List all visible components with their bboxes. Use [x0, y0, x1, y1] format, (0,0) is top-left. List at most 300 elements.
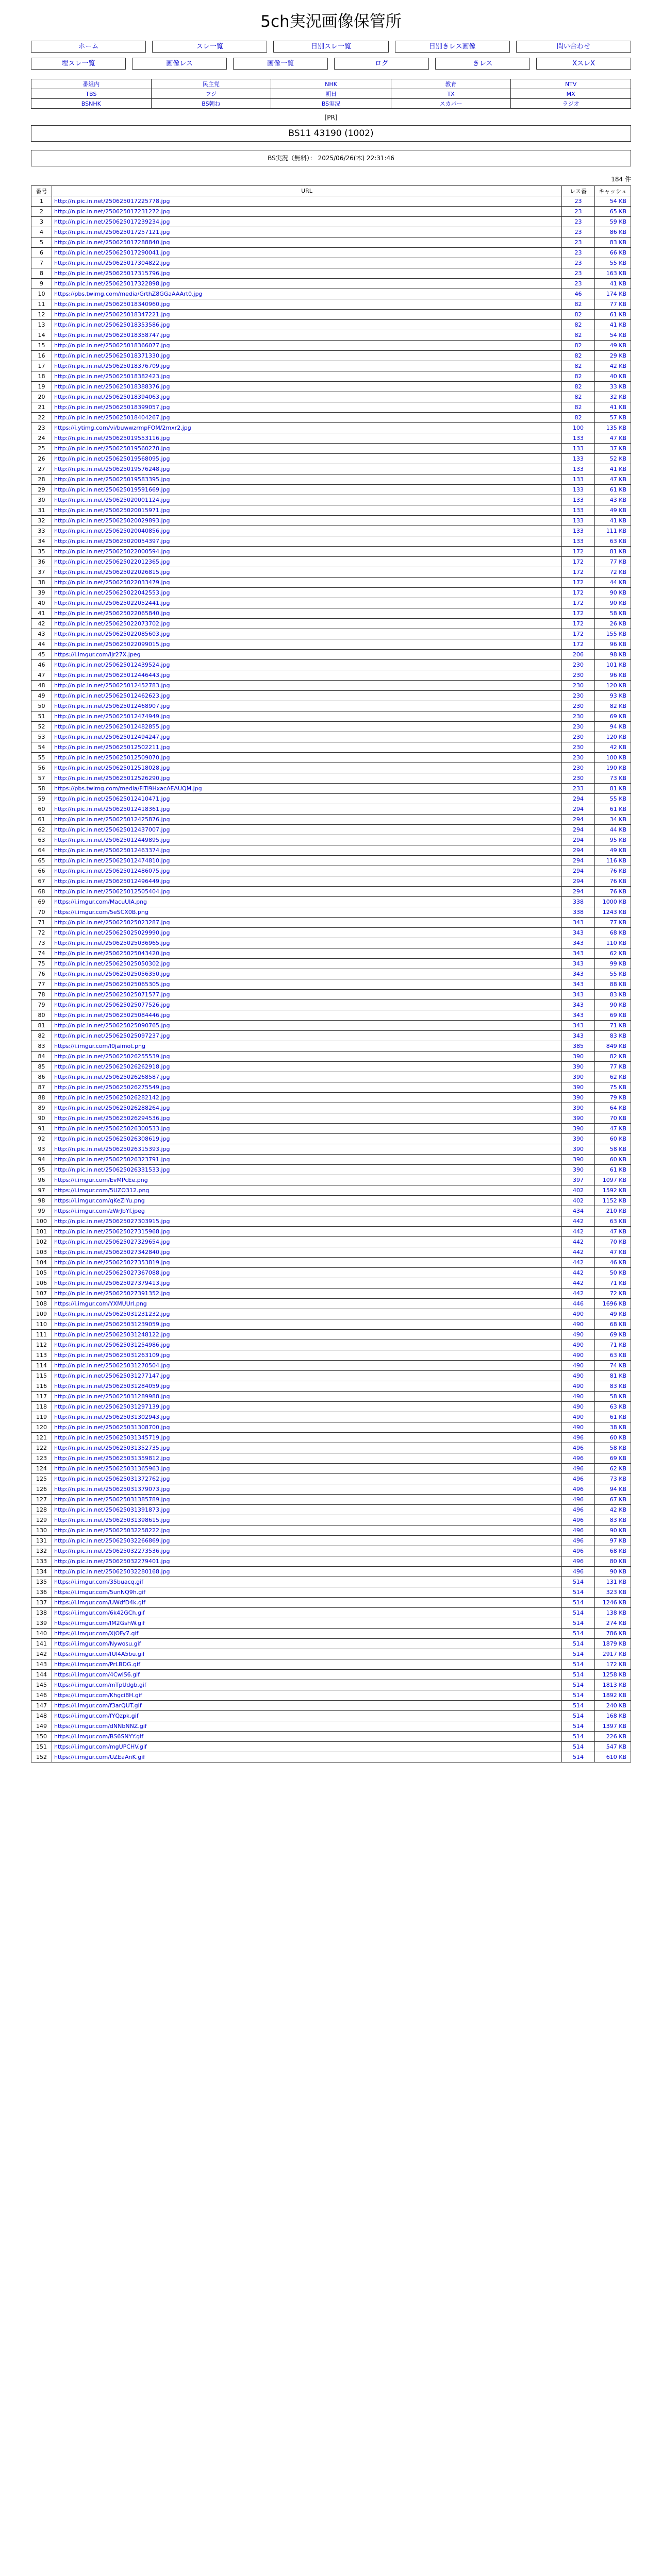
cache-link[interactable]: 63 KB — [609, 1352, 626, 1359]
cache-link[interactable]: 66 KB — [609, 249, 626, 257]
res-link[interactable]: 490 — [573, 1372, 584, 1380]
board-link[interactable]: NTV — [565, 80, 577, 88]
res-link[interactable]: 496 — [573, 1486, 584, 1493]
res-link[interactable]: 23 — [574, 280, 582, 287]
cache-link[interactable]: 68 KB — [609, 1321, 626, 1328]
res-link[interactable]: 514 — [573, 1640, 584, 1648]
cache-link[interactable]: 610 KB — [606, 1754, 626, 1761]
res-link[interactable]: 82 — [574, 352, 582, 360]
nav-home[interactable]: ホーム — [31, 41, 146, 53]
image-url-link[interactable]: http://n.pic.in.net/250625025071577.jpg — [54, 991, 170, 998]
res-link[interactable]: 496 — [573, 1455, 584, 1462]
cache-link[interactable]: 72 KB — [609, 1290, 626, 1297]
image-url-link[interactable]: http://n.pic.in.net/250625022052441.jpg — [54, 600, 170, 607]
image-url-link[interactable]: https://i.imgur.com/mgUPCHV.gif — [54, 1743, 147, 1751]
cache-link[interactable]: 110 KB — [606, 940, 626, 947]
cache-link[interactable]: 55 KB — [609, 971, 626, 978]
res-link[interactable]: 442 — [573, 1218, 584, 1225]
res-link[interactable]: 514 — [573, 1599, 584, 1606]
res-link[interactable]: 442 — [573, 1290, 584, 1297]
res-link[interactable]: 390 — [573, 1156, 584, 1163]
image-url-link[interactable]: http://n.pic.in.net/250625031385789.jpg — [54, 1496, 170, 1503]
image-url-link[interactable]: http://n.pic.in.net/250625020029893.jpg — [54, 517, 170, 524]
cache-link[interactable]: 69 KB — [609, 1455, 626, 1462]
cache-link[interactable]: 88 KB — [609, 981, 626, 988]
res-link[interactable]: 496 — [573, 1548, 584, 1555]
nav-thread-list[interactable]: スレ一覧 — [152, 41, 267, 53]
image-url-link[interactable]: https://i.imgur.com/5UZO312.png — [54, 1187, 150, 1194]
nav-image-res[interactable]: 画像レス — [132, 58, 227, 70]
cache-link[interactable]: 63 KB — [609, 1218, 626, 1225]
cache-link[interactable]: 37 KB — [609, 445, 626, 452]
image-url-link[interactable]: http://n.pic.in.net/250625017225778.jpg — [54, 198, 170, 205]
cache-link[interactable]: 96 KB — [609, 641, 626, 648]
image-url-link[interactable]: http://n.pic.in.net/250625032266869.jpg — [54, 1537, 170, 1545]
image-url-link[interactable]: http://n.pic.in.net/250625012439524.jpg — [54, 662, 170, 669]
res-link[interactable]: 496 — [573, 1537, 584, 1545]
res-link[interactable]: 496 — [573, 1465, 584, 1472]
board-link[interactable]: スカパー — [439, 100, 462, 108]
cache-link[interactable]: 131 KB — [606, 1579, 626, 1586]
cache-link[interactable]: 83 KB — [609, 1032, 626, 1040]
res-link[interactable]: 133 — [573, 476, 584, 483]
image-url-link[interactable]: http://n.pic.in.net/250625018394063.jpg — [54, 394, 170, 401]
res-link[interactable]: 230 — [573, 703, 584, 710]
nav-image-list[interactable]: 画像一覧 — [233, 58, 328, 70]
res-link[interactable]: 230 — [573, 744, 584, 751]
cache-link[interactable]: 101 KB — [606, 662, 626, 669]
image-url-link[interactable]: http://n.pic.in.net/250625012474949.jpg — [54, 713, 170, 720]
cache-link[interactable]: 68 KB — [609, 929, 626, 937]
cache-link[interactable]: 42 KB — [609, 744, 626, 751]
res-link[interactable]: 230 — [573, 765, 584, 772]
image-url-link[interactable]: http://n.pic.in.net/250625019583395.jpg — [54, 476, 170, 483]
cache-link[interactable]: 61 KB — [609, 806, 626, 813]
cache-link[interactable]: 42 KB — [609, 1506, 626, 1514]
cache-link[interactable]: 120 KB — [606, 682, 626, 689]
cache-link[interactable]: 163 KB — [606, 270, 626, 277]
cache-link[interactable]: 58 KB — [609, 1445, 626, 1452]
res-link[interactable]: 442 — [573, 1269, 584, 1277]
res-link[interactable]: 230 — [573, 672, 584, 679]
res-link[interactable]: 490 — [573, 1414, 584, 1421]
res-link[interactable]: 172 — [573, 600, 584, 607]
image-url-link[interactable]: https://i.imgur.com/dNNbNNZ.gif — [54, 1723, 147, 1730]
image-url-link[interactable]: http://n.pic.in.net/250625022026815.jpg — [54, 569, 170, 576]
res-link[interactable]: 490 — [573, 1321, 584, 1328]
cache-link[interactable]: 33 KB — [609, 383, 626, 391]
image-url-link[interactable]: https://pbs.twimg.com/media/GrthZ8GGaAAArt0.jpg — [54, 291, 203, 298]
res-link[interactable]: 390 — [573, 1084, 584, 1091]
image-url-link[interactable]: http://n.pic.in.net/250625018388376.jpg — [54, 383, 170, 391]
cache-link[interactable]: 274 KB — [606, 1620, 626, 1627]
res-link[interactable]: 82 — [574, 332, 582, 339]
res-link[interactable]: 294 — [573, 857, 584, 865]
image-url-link[interactable]: http://n.pic.in.net/250625025043420.jpg — [54, 950, 170, 957]
board-link[interactable]: BS朝ね — [202, 100, 221, 108]
cache-link[interactable]: 29 KB — [609, 352, 626, 360]
res-link[interactable]: 82 — [574, 373, 582, 380]
image-url-link[interactable]: https://i.imgur.com/fYQzpk.gif — [54, 1713, 139, 1720]
res-link[interactable]: 514 — [573, 1630, 584, 1637]
image-url-link[interactable]: http://n.pic.in.net/250625031289988.jpg — [54, 1393, 170, 1400]
cache-link[interactable]: 786 KB — [606, 1630, 626, 1637]
res-link[interactable]: 172 — [573, 631, 584, 638]
res-link[interactable]: 397 — [573, 1177, 584, 1184]
cache-link[interactable]: 40 KB — [609, 373, 626, 380]
image-url-link[interactable]: http://n.pic.in.net/250625025056350.jpg — [54, 971, 170, 978]
image-url-link[interactable]: http://n.pic.in.net/250625012502211.jpg — [54, 744, 170, 751]
cache-link[interactable]: 83 KB — [609, 239, 626, 246]
cache-link[interactable]: 63 KB — [609, 1403, 626, 1411]
cache-link[interactable]: 60 KB — [609, 1434, 626, 1442]
image-url-link[interactable]: http://n.pic.in.net/250625019553116.jpg — [54, 435, 170, 442]
cache-link[interactable]: 1879 KB — [602, 1640, 626, 1648]
cache-link[interactable]: 1258 KB — [602, 1671, 626, 1679]
image-url-link[interactable]: http://n.pic.in.net/250625031352735.jpg — [54, 1445, 170, 1452]
res-link[interactable]: 172 — [573, 569, 584, 576]
cache-link[interactable]: 1592 KB — [602, 1187, 626, 1194]
res-link[interactable]: 442 — [573, 1280, 584, 1287]
cache-link[interactable]: 58 KB — [609, 610, 626, 617]
res-link[interactable]: 294 — [573, 826, 584, 834]
cache-link[interactable]: 69 KB — [609, 713, 626, 720]
image-url-link[interactable]: https://i.imgur.com/fUl4A5bu.gif — [54, 1651, 145, 1658]
board-link[interactable]: 朝日 — [325, 91, 337, 98]
res-link[interactable]: 496 — [573, 1445, 584, 1452]
image-url-link[interactable]: https://i.imgur.com/5eSCX0B.png — [54, 909, 148, 916]
board-link[interactable]: TX — [447, 90, 455, 97]
res-link[interactable]: 133 — [573, 486, 584, 494]
res-link[interactable]: 172 — [573, 589, 584, 597]
image-url-link[interactable]: http://n.pic.in.net/250625031379073.jpg — [54, 1486, 170, 1493]
cache-link[interactable]: 849 KB — [606, 1043, 626, 1050]
cache-link[interactable]: 77 KB — [609, 301, 626, 308]
cache-link[interactable]: 97 KB — [609, 1537, 626, 1545]
image-url-link[interactable]: https://i.imgur.com/Nywosu.gif — [54, 1640, 141, 1648]
res-link[interactable]: 496 — [573, 1476, 584, 1483]
cache-link[interactable]: 47 KB — [609, 435, 626, 442]
image-url-link[interactable]: https://i.imgur.com/MacuUlA.png — [54, 899, 147, 906]
res-link[interactable]: 230 — [573, 713, 584, 720]
res-link[interactable]: 23 — [574, 260, 582, 267]
res-link[interactable]: 230 — [573, 662, 584, 669]
res-link[interactable]: 490 — [573, 1383, 584, 1390]
cache-link[interactable]: 61 KB — [609, 1414, 626, 1421]
image-url-link[interactable]: http://n.pic.in.net/250625025084446.jpg — [54, 1012, 170, 1019]
res-link[interactable]: 343 — [573, 1002, 584, 1009]
res-link[interactable]: 514 — [573, 1702, 584, 1709]
cache-link[interactable]: 61 KB — [609, 486, 626, 494]
image-url-link[interactable]: http://n.pic.in.net/250625018366077.jpg — [54, 342, 170, 349]
cache-link[interactable]: 100 KB — [606, 754, 626, 761]
image-url-link[interactable]: http://n.pic.in.net/250625012509070.jpg — [54, 754, 170, 761]
res-link[interactable]: 82 — [574, 414, 582, 421]
cache-link[interactable]: 58 KB — [609, 1146, 626, 1153]
cache-link[interactable]: 55 KB — [609, 795, 626, 803]
image-url-link[interactable]: http://n.pic.in.net/250625012418361.jpg — [54, 806, 170, 813]
cache-link[interactable]: 76 KB — [609, 888, 626, 895]
res-link[interactable]: 390 — [573, 1166, 584, 1174]
cache-link[interactable]: 83 KB — [609, 991, 626, 998]
image-url-link[interactable]: http://n.pic.in.net/250625026300533.jpg — [54, 1125, 170, 1132]
res-link[interactable]: 230 — [573, 734, 584, 741]
image-url-link[interactable]: http://n.pic.in.net/250625019560278.jpg — [54, 445, 170, 452]
cache-link[interactable]: 72 KB — [609, 569, 626, 576]
res-link[interactable]: 446 — [573, 1300, 584, 1308]
cache-link[interactable]: 99 KB — [609, 960, 626, 968]
image-url-link[interactable]: https://i.imgur.com/35buacq.gif — [54, 1579, 144, 1586]
image-url-link[interactable]: http://n.pic.in.net/250625012526290.jpg — [54, 775, 170, 782]
res-link[interactable]: 172 — [573, 620, 584, 628]
nav-daily-thread-list[interactable]: 日別スレ一覧 — [273, 41, 388, 53]
image-url-link[interactable]: http://n.pic.in.net/250625031359812.jpg — [54, 1455, 170, 1462]
image-url-link[interactable]: https://i.imgur.com/YXMUUrl.png — [54, 1300, 147, 1308]
res-link[interactable]: 338 — [573, 909, 584, 916]
res-link[interactable]: 343 — [573, 1012, 584, 1019]
res-link[interactable]: 514 — [573, 1713, 584, 1720]
res-link[interactable]: 230 — [573, 775, 584, 782]
cache-link[interactable]: 57 KB — [609, 414, 626, 421]
image-url-link[interactable]: http://n.pic.in.net/250625031231232.jpg — [54, 1311, 170, 1318]
cache-link[interactable]: 1813 KB — [602, 1682, 626, 1689]
cache-link[interactable]: 41 KB — [609, 466, 626, 473]
board-link[interactable]: BSNHK — [81, 100, 101, 107]
cache-link[interactable]: 90 KB — [609, 1568, 626, 1575]
image-url-link[interactable]: http://n.pic.in.net/250625031284059.jpg — [54, 1383, 170, 1390]
res-link[interactable]: 294 — [573, 847, 584, 854]
image-url-link[interactable]: http://n.pic.in.net/250625025036965.jpg — [54, 940, 170, 947]
nav-archived-threads[interactable]: 埋スレ一覧 — [31, 58, 126, 70]
res-link[interactable]: 294 — [573, 806, 584, 813]
image-url-link[interactable]: http://n.pic.in.net/250625026275549.jpg — [54, 1084, 170, 1091]
image-url-link[interactable]: http://n.pic.in.net/250625012410471.jpg — [54, 795, 170, 803]
res-link[interactable]: 514 — [573, 1579, 584, 1586]
res-link[interactable]: 82 — [574, 301, 582, 308]
res-link[interactable]: 514 — [573, 1651, 584, 1658]
image-url-link[interactable]: http://n.pic.in.net/250625026282142.jpg — [54, 1094, 170, 1101]
cache-link[interactable]: 1152 KB — [602, 1197, 626, 1205]
cache-link[interactable]: 62 KB — [609, 1074, 626, 1081]
cache-link[interactable]: 50 KB — [609, 1269, 626, 1277]
cache-link[interactable]: 54 KB — [609, 198, 626, 205]
res-link[interactable]: 390 — [573, 1094, 584, 1101]
image-url-link[interactable]: http://n.pic.in.net/250625026255539.jpg — [54, 1053, 170, 1060]
cache-link[interactable]: 86 KB — [609, 229, 626, 236]
res-link[interactable]: 343 — [573, 981, 584, 988]
image-url-link[interactable]: http://n.pic.in.net/250625026308619.jpg — [54, 1136, 170, 1143]
image-url-link[interactable]: https://i.imgur.com/Khgci8H.gif — [54, 1692, 142, 1699]
image-url-link[interactable]: http://n.pic.in.net/250625031308700.jpg — [54, 1424, 170, 1431]
image-url-link[interactable]: https://i.imgur.com/EvMPcEe.png — [54, 1177, 148, 1184]
res-link[interactable]: 294 — [573, 868, 584, 875]
res-link[interactable]: 100 — [573, 425, 584, 432]
res-link[interactable]: 230 — [573, 754, 584, 761]
board-link[interactable]: MX — [566, 90, 575, 97]
image-url-link[interactable]: http://n.pic.in.net/250625022042553.jpg — [54, 589, 170, 597]
cache-link[interactable]: 73 KB — [609, 1476, 626, 1483]
image-url-link[interactable]: http://n.pic.in.net/250625031248122.jpg — [54, 1331, 170, 1338]
image-url-link[interactable]: http://n.pic.in.net/250625031345719.jpg — [54, 1434, 170, 1442]
image-url-link[interactable]: http://n.pic.in.net/250625022012365.jpg — [54, 558, 170, 566]
res-link[interactable]: 390 — [573, 1074, 584, 1081]
image-url-link[interactable]: http://n.pic.in.net/250625020001124.jpg — [54, 497, 170, 504]
image-url-link[interactable]: http://n.pic.in.net/250625020015971.jpg — [54, 507, 170, 514]
res-link[interactable]: 496 — [573, 1558, 584, 1565]
image-url-link[interactable]: http://n.pic.in.net/250625026262918.jpg — [54, 1063, 170, 1071]
cache-link[interactable]: 1000 KB — [602, 899, 626, 906]
res-link[interactable]: 133 — [573, 435, 584, 442]
image-url-link[interactable]: http://n.pic.in.net/250625025029990.jpg — [54, 929, 170, 937]
res-link[interactable]: 133 — [573, 445, 584, 452]
res-link[interactable]: 385 — [573, 1043, 584, 1050]
res-link[interactable]: 514 — [573, 1620, 584, 1627]
res-link[interactable]: 402 — [573, 1197, 584, 1205]
image-url-link[interactable]: http://n.pic.in.net/250625019576248.jpg — [54, 466, 170, 473]
cache-link[interactable]: 41 KB — [609, 280, 626, 287]
res-link[interactable]: 514 — [573, 1754, 584, 1761]
cache-link[interactable]: 52 KB — [609, 455, 626, 463]
cache-link[interactable]: 77 KB — [609, 1063, 626, 1071]
res-link[interactable]: 490 — [573, 1352, 584, 1359]
res-link[interactable]: 172 — [573, 548, 584, 555]
res-link[interactable]: 343 — [573, 960, 584, 968]
cache-link[interactable]: 77 KB — [609, 919, 626, 926]
cache-link[interactable]: 34 KB — [609, 816, 626, 823]
cache-link[interactable]: 2917 KB — [602, 1651, 626, 1658]
image-url-link[interactable]: http://n.pic.in.net/250625022099015.jpg — [54, 641, 170, 648]
res-link[interactable]: 82 — [574, 394, 582, 401]
image-url-link[interactable]: http://n.pic.in.net/250625031391873.jpg — [54, 1506, 170, 1514]
res-link[interactable]: 402 — [573, 1187, 584, 1194]
res-link[interactable]: 514 — [573, 1723, 584, 1730]
cache-link[interactable]: 68 KB — [609, 1548, 626, 1555]
image-url-link[interactable]: http://n.pic.in.net/250625032258222.jpg — [54, 1527, 170, 1534]
res-link[interactable]: 390 — [573, 1136, 584, 1143]
cache-link[interactable]: 59 KB — [609, 218, 626, 226]
res-link[interactable]: 294 — [573, 816, 584, 823]
cache-link[interactable]: 70 KB — [609, 1239, 626, 1246]
cache-link[interactable]: 1696 KB — [602, 1300, 626, 1308]
cache-link[interactable]: 70 KB — [609, 1115, 626, 1122]
res-link[interactable]: 230 — [573, 692, 584, 700]
res-link[interactable]: 133 — [573, 517, 584, 524]
res-link[interactable]: 133 — [573, 497, 584, 504]
image-url-link[interactable]: http://n.pic.in.net/250625012449895.jpg — [54, 837, 170, 844]
image-url-link[interactable]: http://n.pic.in.net/250625012463374.jpg — [54, 847, 170, 854]
image-url-link[interactable]: http://n.pic.in.net/250625012496449.jpg — [54, 878, 170, 885]
image-url-link[interactable]: http://n.pic.in.net/250625012505404.jpg — [54, 888, 170, 895]
cache-link[interactable]: 61 KB — [609, 311, 626, 318]
board-link[interactable]: フジ — [205, 91, 217, 98]
res-link[interactable]: 172 — [573, 558, 584, 566]
res-link[interactable]: 172 — [573, 579, 584, 586]
cache-link[interactable]: 47 KB — [609, 1125, 626, 1132]
image-url-link[interactable]: http://n.pic.in.net/250625026294536.jpg — [54, 1115, 170, 1122]
cache-link[interactable]: 49 KB — [609, 507, 626, 514]
image-url-link[interactable]: http://n.pic.in.net/250625012452783.jpg — [54, 682, 170, 689]
res-link[interactable]: 294 — [573, 795, 584, 803]
image-url-link[interactable]: http://n.pic.in.net/250625031263109.jpg — [54, 1352, 170, 1359]
res-link[interactable]: 490 — [573, 1393, 584, 1400]
res-link[interactable]: 23 — [574, 249, 582, 257]
cache-link[interactable]: 43 KB — [609, 497, 626, 504]
res-link[interactable]: 514 — [573, 1733, 584, 1740]
image-url-link[interactable]: http://n.pic.in.net/250625017322898.jpg — [54, 280, 170, 287]
res-link[interactable]: 442 — [573, 1259, 584, 1266]
res-link[interactable]: 490 — [573, 1424, 584, 1431]
image-url-link[interactable]: http://n.pic.in.net/250625027379413.jpg — [54, 1280, 170, 1287]
res-link[interactable]: 23 — [574, 208, 582, 215]
cache-link[interactable]: 1243 KB — [602, 909, 626, 916]
cache-link[interactable]: 90 KB — [609, 589, 626, 597]
nav-daily-images[interactable]: 日別きレス画像 — [395, 41, 510, 53]
board-link[interactable]: TBS — [86, 90, 97, 97]
cache-link[interactable]: 81 KB — [609, 548, 626, 555]
cache-link[interactable]: 76 KB — [609, 878, 626, 885]
image-url-link[interactable]: http://n.pic.in.net/250625012446443.jpg — [54, 672, 170, 679]
image-url-link[interactable]: http://n.pic.in.net/250625017257121.jpg — [54, 229, 170, 236]
image-url-link[interactable]: http://n.pic.in.net/250625027315968.jpg — [54, 1228, 170, 1235]
res-link[interactable]: 230 — [573, 682, 584, 689]
cache-link[interactable]: 155 KB — [606, 631, 626, 638]
image-url-link[interactable]: http://n.pic.in.net/250625026268587.jpg — [54, 1074, 170, 1081]
image-url-link[interactable]: https://i.imgur.com/5unNQ9h.gif — [54, 1589, 146, 1596]
res-link[interactable]: 82 — [574, 321, 582, 329]
cache-link[interactable]: 90 KB — [609, 1527, 626, 1534]
cache-link[interactable]: 96 KB — [609, 672, 626, 679]
res-link[interactable]: 490 — [573, 1362, 584, 1369]
res-link[interactable]: 343 — [573, 929, 584, 937]
res-link[interactable]: 434 — [573, 1208, 584, 1215]
image-url-link[interactable]: https://i.imgur.com/l0jaimot.png — [54, 1043, 146, 1050]
image-url-link[interactable]: http://n.pic.in.net/250625027367088.jpg — [54, 1269, 170, 1277]
image-url-link[interactable]: http://n.pic.in.net/250625031372762.jpg — [54, 1476, 170, 1483]
cache-link[interactable]: 81 KB — [609, 785, 626, 792]
image-url-link[interactable]: http://n.pic.in.net/250625018376709.jpg — [54, 363, 170, 370]
cache-link[interactable]: 49 KB — [609, 342, 626, 349]
image-url-link[interactable]: http://n.pic.in.net/250625018399057.jpg — [54, 404, 170, 411]
res-link[interactable]: 496 — [573, 1568, 584, 1575]
cache-link[interactable]: 49 KB — [609, 847, 626, 854]
cache-link[interactable]: 1892 KB — [602, 1692, 626, 1699]
image-url-link[interactable]: http://n.pic.in.net/250625018382423.jpg — [54, 373, 170, 380]
cache-link[interactable]: 172 KB — [606, 1661, 626, 1668]
res-link[interactable]: 343 — [573, 919, 584, 926]
cache-link[interactable]: 80 KB — [609, 1558, 626, 1565]
cache-link[interactable]: 120 KB — [606, 734, 626, 741]
image-url-link[interactable]: https://i.imgur.com/lJr27X.jpeg — [54, 651, 141, 658]
image-url-link[interactable]: http://n.pic.in.net/250625027303915.jpg — [54, 1218, 170, 1225]
image-url-link[interactable]: http://n.pic.in.net/250625012425876.jpg — [54, 816, 170, 823]
image-url-link[interactable]: https://i.imgur.com/XjOFy7.gif — [54, 1630, 139, 1637]
res-link[interactable]: 496 — [573, 1517, 584, 1524]
cache-link[interactable]: 44 KB — [609, 826, 626, 834]
cache-link[interactable]: 67 KB — [609, 1496, 626, 1503]
board-link[interactable]: 民主党 — [202, 81, 220, 88]
image-url-link[interactable]: https://i.imgur.com/4CwiS6.gif — [54, 1671, 140, 1679]
image-url-link[interactable]: http://n.pic.in.net/250625025077526.jpg — [54, 1002, 170, 1009]
res-link[interactable]: 490 — [573, 1342, 584, 1349]
cache-link[interactable]: 111 KB — [606, 528, 626, 535]
image-url-link[interactable]: http://n.pic.in.net/250625017288840.jpg — [54, 239, 170, 246]
cache-link[interactable]: 26 KB — [609, 620, 626, 628]
image-url-link[interactable]: http://n.pic.in.net/250625025097237.jpg — [54, 1032, 170, 1040]
image-url-link[interactable]: http://n.pic.in.net/250625032279401.jpg — [54, 1558, 170, 1565]
image-url-link[interactable]: http://n.pic.in.net/250625025090765.jpg — [54, 1022, 170, 1029]
res-link[interactable]: 343 — [573, 1022, 584, 1029]
cache-link[interactable]: 1097 KB — [602, 1177, 626, 1184]
